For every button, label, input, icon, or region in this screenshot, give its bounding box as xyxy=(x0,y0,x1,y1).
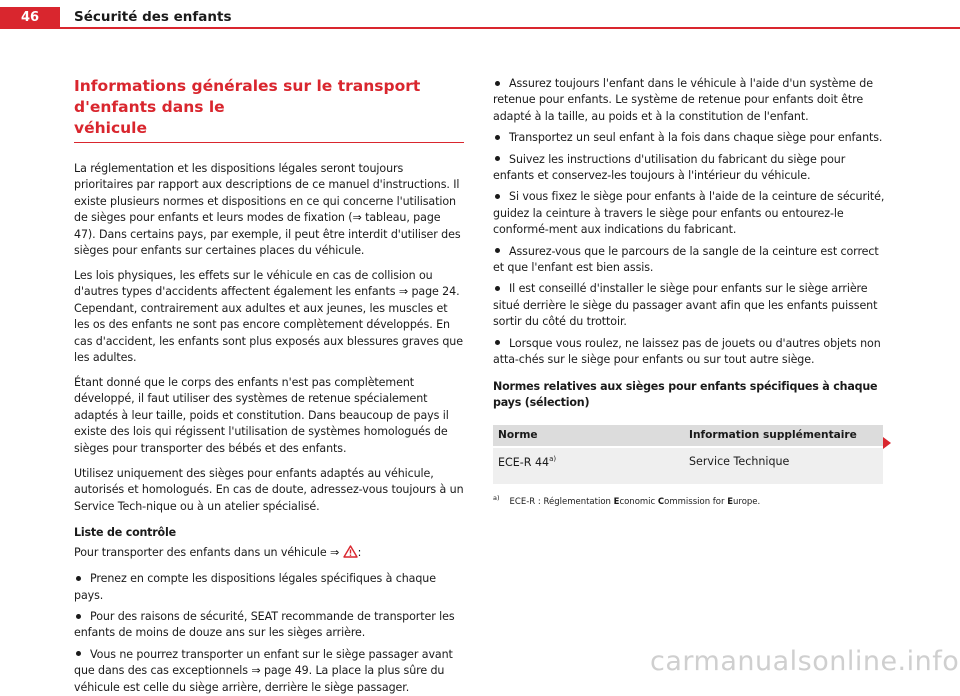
list-item: Assurez toujours l'enfant dans le véhicule à l'aide d'un système de retenue pour enfants. Le système de retenue pour enfants doit être adapté à la taille, au poids et à la constitution de l'enfant. xyxy=(493,77,873,123)
paragraph-3: Étant donné que le corps des enfants n'est pas complètement développé, il faut utiliser des systèmes de retenue spécialement adaptés à leur taille, poids et constitution. Dans beaucoup de pays il existe des lois qui régissent l'utilisation de systèmes homologués de sièges pour transporter des bébés et des enfants. xyxy=(74,376,449,455)
checklist-intro xyxy=(74,545,464,563)
bullet-icon xyxy=(76,614,81,619)
paragraph-4: Utilisez uniquement des sièges pour enfants adaptés au véhicule, autorisés et homologués. En cas de doute, adressez-vous toujours à un Service Tech-nique ou à un atelier spécialisé. xyxy=(74,466,464,513)
list-item: Il est conseillé d'installer le siège pour enfants sur le siège arrière situé derrière le siège du passager avant afin que les enfants puissent sortir du côté du trottoir. xyxy=(493,282,878,329)
list-item: Suivez les instructions d'utilisation du fabricant du siège pour enfants et conservez-les toujours à l'intérieur du véhicule. xyxy=(493,152,846,183)
title-rule xyxy=(74,142,464,143)
chapter-title: Sécurité des enfants xyxy=(74,9,232,25)
bullet-icon xyxy=(76,576,81,581)
list-item: Pour des raisons de sécurité, SEAT recommande de transporter les enfants de moins de douze ans sur les sièges arrière. xyxy=(74,610,455,640)
list-item: Vous ne pourrez transporter un enfant sur le siège passager avant que dans des cas exceptionnels ⇒ page 49. La place la plus sûre du véhicule est celle du siège arrière, derrière le siège passager. xyxy=(74,647,453,694)
header-rule xyxy=(60,27,960,29)
bullet-icon xyxy=(495,156,500,161)
footnote-ref[interactable]: a) xyxy=(549,454,557,463)
table-header-row xyxy=(493,425,883,446)
cell-info: Service Technique xyxy=(689,454,790,468)
page-number: 46 xyxy=(0,7,60,29)
column-header-norm: Norme xyxy=(498,429,538,442)
watermark: carmanualsonline.info xyxy=(650,646,960,677)
checklist-title: Liste de contrôle xyxy=(74,526,176,540)
bullet-icon xyxy=(495,135,500,140)
right-column xyxy=(493,76,887,508)
list-item: Si vous fixez le siège pour enfants à l'aide de la ceinture de sécurité, guidez la ceinture à travers le siège pour enfants ou entourez-le conformé-ment aux indications du fabricant. xyxy=(493,190,885,237)
next-page-arrow-icon[interactable] xyxy=(883,437,891,449)
table-title: Normes relatives aux sièges pour enfants spécifiques à chaque pays (sélection) xyxy=(493,380,878,410)
list-item: Transportez un seul enfant à la fois dans chaque siège pour enfants. xyxy=(493,130,887,146)
norms-table xyxy=(493,425,883,484)
bullet-icon xyxy=(495,248,500,253)
bullet-icon xyxy=(495,286,500,291)
section-title-line1: Informations générales sur le transport d'enfants dans le xyxy=(74,77,421,116)
left-column xyxy=(74,76,464,696)
list-item: Lorsque vous roulez, ne laissez pas de jouets ou d'autres objets non atta-chés sur le siège pour enfants ou sur tout autre siège. xyxy=(493,336,881,367)
warning-triangle-icon[interactable] xyxy=(343,545,358,563)
column-header-info: Information supplémentaire xyxy=(689,429,857,442)
list-item: Prenez en compte les dispositions légales spécifiques à chaque pays. xyxy=(74,572,436,602)
footnote-mark: a) xyxy=(493,493,500,502)
cell-norm: ECE-R 44$^{a)}$ xyxy=(498,454,557,469)
footnote: $^{a)}$ ECE-R : Réglementation Economic Commission for Europe. xyxy=(493,493,761,507)
bullet-icon xyxy=(76,651,81,656)
bullet-icon xyxy=(495,194,500,199)
paragraph-2: Les lois physiques, les effets sur le véhicule en cas de collision ou d'autres types d'accidents affectent également les enfants ⇒ page 24. Cependant, contrairement aux adultes et aux jeunes, les muscles et les os des enfants ne sont pas encore complètement développés. En cas d'accident, les enfants sont plus exposés aux blessures graves que les adultes. xyxy=(74,269,463,365)
section-title xyxy=(74,76,464,139)
section-title-line2: véhicule xyxy=(74,119,148,137)
table-row xyxy=(493,448,883,484)
bullet-icon xyxy=(495,340,500,345)
bullet-icon xyxy=(495,81,500,86)
list-item: Assurez-vous que le parcours de la sangle de la ceinture est correct et que l'enfant est bien assis. xyxy=(493,244,879,275)
page-header xyxy=(0,0,960,28)
checklist-intro-text: Pour transporter des enfants dans un véhicule ⇒ xyxy=(74,545,340,559)
paragraph-1: La réglementation et les dispositions légales seront toujours prioritaires par rapport aux descriptions de ce manuel d'instructions. Il existe plusieurs normes et dispositions en ce qui concerne l'utilisation de sièges pour enfants et leurs modes de fixation (⇒ tableau, page 47). Dans certains pays, par exemple, il peut être interdit d'utiliser des sièges pour enfants sur certaines places du véhicule. xyxy=(74,162,461,258)
checklist-colon: : xyxy=(357,545,362,559)
